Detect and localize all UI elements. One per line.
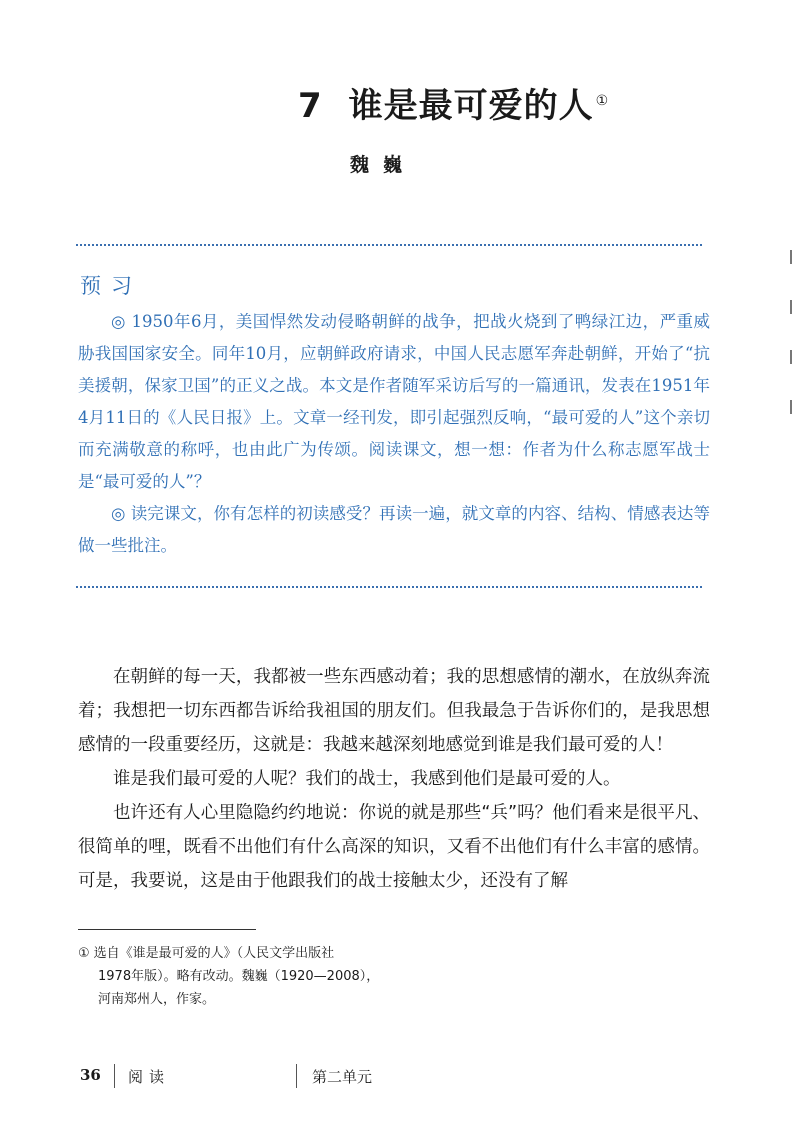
edge-mark <box>790 300 792 314</box>
footer-unit: 第二单元 <box>312 1068 373 1086</box>
footer-separator <box>296 1064 297 1088</box>
article-body <box>78 660 710 898</box>
lesson-number: 7 <box>298 86 323 126</box>
footnote <box>78 942 408 1011</box>
footer-separator <box>114 1064 115 1088</box>
body-paragraph: 谁是我们最可爱的人呢？我们的战士，我感到他们是最可爱的人。 <box>113 769 621 789</box>
author-name: 魏巍 <box>350 154 417 176</box>
preview-paragraph: ◎ 读完课文，你有怎样的初读感受？再读一遍，就文章的内容、结构、情感表达等做一些批注。 <box>78 504 710 555</box>
edge-mark <box>790 350 792 364</box>
preview-bottom-divider <box>76 586 702 588</box>
footnote-line: 选自《谁是最可爱的人》（人民文学出版社 <box>93 946 335 961</box>
body-paragraph: 在朝鲜的每一天，我都被一些东西感动着；我的思想感情的潮水，在放纵奔流着；我想把一切东西都告诉给我祖国的朋友们。但我最急于告诉你们的，是我思想感情的一段重要经历，这就是：我越来越深刻地感觉到谁是我们最可爱的人！ <box>78 667 710 755</box>
preview-top-divider <box>76 244 702 246</box>
edge-mark <box>790 400 792 414</box>
body-paragraph: 也许还有人心里隐隐约约地说：你说的就是那些“兵”吗？他们看来是很平凡、很简单的哩，既看不出他们有什么高深的知识，又看不出他们有什么丰富的感情。可是，我要说，这是由于他跟我们的战士接触太少，还没有了解 <box>78 803 710 891</box>
lesson-title <box>298 78 609 127</box>
preview-section <box>78 306 710 562</box>
footnote-line: 1978年版）。略有改动。魏巍（1920—2008）， <box>98 969 380 984</box>
title-text: 谁是最可爱的人 <box>348 86 594 126</box>
title-footnote-ref: ① <box>595 92 610 109</box>
preview-heading: 预习 <box>80 274 142 298</box>
page-edge-marks <box>790 250 796 450</box>
footnote-line: 河南郑州人，作家。 <box>98 992 216 1007</box>
preview-paragraph: ◎ 1950年6月，美国悍然发动侵略朝鲜的战争，把战火烧到了鸭绿江边，严重威胁我国国家安全。同年10月，应朝鲜政府请求，中国人民志愿军奔赴朝鲜，开始了“抗美援朝，保家卫国”的正义之战。本文是作者随军采访后写的一篇通讯，发表在1951年4月11日的《人民日报》上。文章一经刊发，即引起强烈反响，“最可爱的人”这个亲切而充满敬意的称呼，也由此广为传颂。阅读课文，想一想：作者为什么称志愿军战士是“最可爱的人”？ <box>78 312 710 491</box>
page-number: 36 <box>80 1066 101 1084</box>
edge-mark <box>790 250 792 264</box>
footer-section: 阅读 <box>128 1068 171 1086</box>
footnote-rule <box>78 929 256 930</box>
footnote-mark: ① <box>78 946 90 961</box>
